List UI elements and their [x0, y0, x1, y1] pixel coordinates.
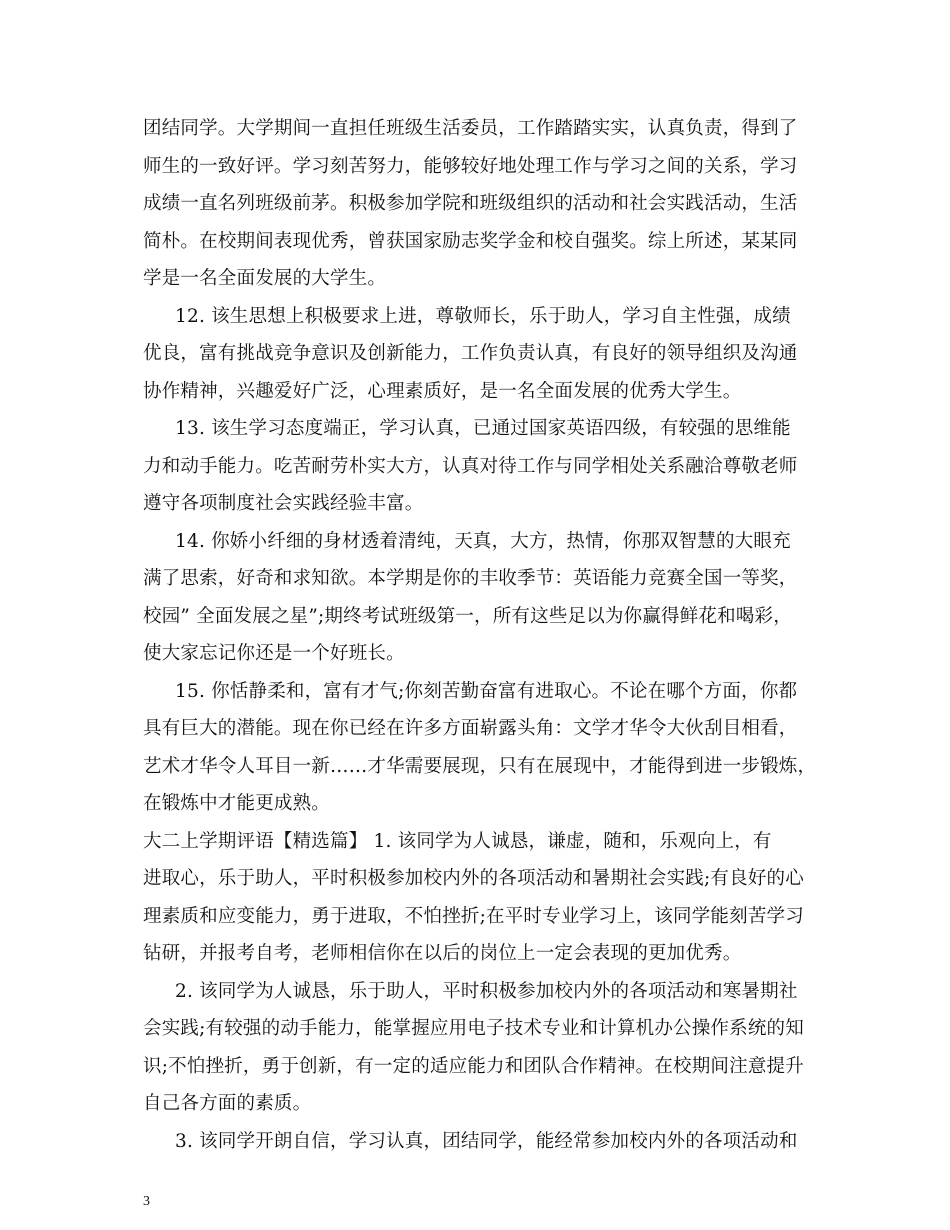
text-line: 简朴。在校期间表现优秀，曾获国家励志奖学金和校自强奖。综上所述，某某同	[143, 231, 798, 252]
text-line: 自己各方面的素质。	[143, 1093, 312, 1114]
text-line: 理素质和应变能力，勇于进取，不怕挫折;在平时专业学习上，该同学能刻苦学习	[143, 906, 804, 927]
text-line: 识;不怕挫折，勇于创新，有一定的适应能力和团队合作精神。在校期间注意提升	[143, 1056, 804, 1077]
paragraph-14-start: 14. 你娇小纤细的身材透着清纯，天真，大方，热情，你那双智慧的大眼充	[175, 531, 791, 552]
paragraph-2-start: 2. 该同学为人诚恳，乐于助人，平时积极参加校内外的各项活动和寒暑期社	[175, 981, 798, 1002]
paragraph-15-start: 15. 你恬静柔和，富有才气;你刻苦勤奋富有进取心。不论在哪个方面，你都	[175, 681, 798, 702]
text-line: 在锻炼中才能更成熟。	[143, 793, 331, 814]
text-line: 优良，富有挑战竞争意识及创新能力，工作负责认真，有良好的领导组织及沟通	[143, 343, 798, 364]
text-line: 遵守各项制度社会实践经验丰富。	[143, 493, 424, 514]
text-line: 满了思索，好奇和求知欲。本学期是你的丰收季节：英语能力竞赛全国一等奖，	[143, 568, 798, 589]
text-line: 成绩一直名列班级前茅。积极参加学院和班级组织的活动和社会实践活动，生活	[143, 193, 798, 214]
text-line: 会实践;有较强的动手能力，能掌握应用电子技术专业和计算机办公操作系统的知	[143, 1018, 804, 1039]
text-line: 校园” 全面发展之星”;期终考试班级第一，所有这些足以为你赢得鲜花和喝彩，	[143, 606, 792, 627]
paragraph-3-start: 3. 该同学开朗自信，学习认真，团结同学，能经常参加校内外的各项活动和	[175, 1131, 798, 1152]
text-line: 力和动手能力。吃苦耐劳朴实大方，认真对待工作与同学相处关系融洽尊敬老师	[143, 456, 798, 477]
text-line: 具有巨大的潜能。现在你已经在许多方面崭露头角：文学才华令大伙刮目相看，	[143, 718, 798, 739]
text-line: 使大家忘记你还是一个好班长。	[143, 643, 405, 664]
text-line: 师生的一致好评。学习刻苦努力，能够较好地处理工作与学习之间的关系，学习	[143, 156, 798, 177]
text-line: 进取心，乐于助人，平时积极参加校内外的各项活动和暑期社会实践;有良好的心	[143, 868, 804, 889]
text-line: 团结同学。大学期间一直担任班级生活委员，工作踏踏实实，认真负责，得到了	[143, 118, 798, 139]
text-line: 学是一名全面发展的大学生。	[143, 268, 387, 289]
page-number: 3	[143, 1194, 150, 1209]
paragraph-13-start: 13. 该生学习态度端正，学习认真，已通过国家英语四级，有较强的思维能	[175, 418, 791, 439]
text-line: 钻研，并报考自考，老师相信你在以后的岗位上一定会表现的更加优秀。	[143, 943, 742, 964]
paragraph-12-start: 12. 该生思想上积极要求上进，尊敬师长，乐于助人，学习自主性强，成绩	[175, 306, 791, 327]
text-line: 协作精神，兴趣爱好广泛，心理素质好，是一名全面发展的优秀大学生。	[143, 381, 742, 402]
text-line: 艺术才华令人耳目一新……才华需要展现，只有在展现中，才能得到进一步锻炼，	[143, 756, 817, 777]
section-heading-line: 大二上学期评语【精选篇】 1. 该同学为人诚恳，谦虚，随和，乐观向上，有	[143, 831, 772, 852]
